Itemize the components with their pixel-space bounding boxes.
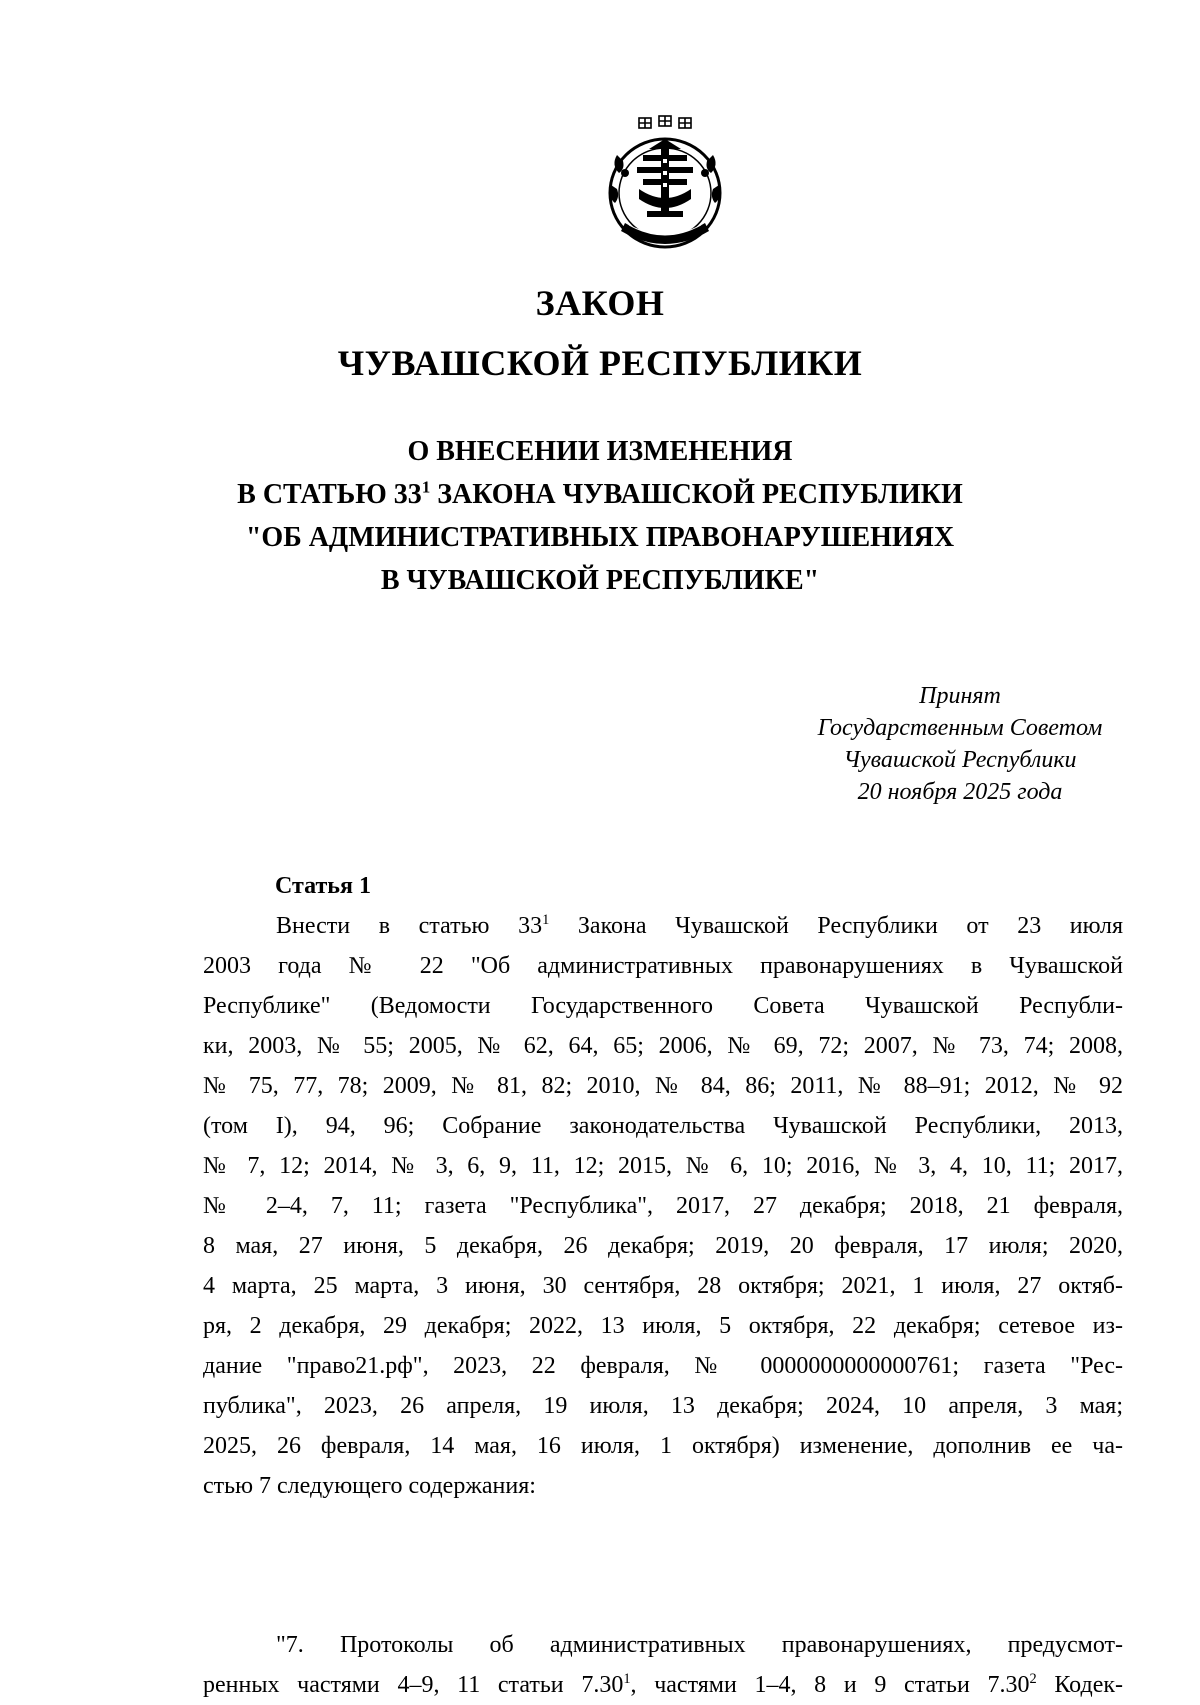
adoption-date: 20 ноября 2025 года xyxy=(857,779,1063,805)
adoption-line-3: Чувашской Республики xyxy=(843,747,1077,773)
subject-line-1: О ВНЕСЕНИИ ИЗМЕНЕНИЯ xyxy=(407,436,793,467)
adoption-line-2: Государственным Советом xyxy=(817,715,1103,741)
subject-line-3: "ОБ АДМИНИСТРАТИВНЫХ ПРАВОНАРУШЕНИЯХ xyxy=(245,522,955,553)
text-line: ки, 2003, № 55; 2005, № 62, 64, 65; 2006, № 69, 72; 2007, № 73, 74; 2008, xyxy=(203,1033,1123,1059)
text-line: ря, 2 декабря, 29 декабря; 2022, 13 июля, 5 октября, 22 декабря; сетевое из- xyxy=(203,1313,1123,1339)
text-line: 2003 года № 22 "Об административных правонарушениях в Чувашской xyxy=(203,953,1123,979)
article-heading: Статья 1 xyxy=(275,873,371,899)
text-line: № 7, 12; 2014, № 3, 6, 9, 11, 12; 2015, № 6, 10; 2016, № 3, 4, 10, 11; 2017, xyxy=(203,1153,1123,1179)
text-line: Республике" (Ведомости Государственного Совета Чувашской Республи- xyxy=(203,993,1123,1019)
text-line: дание "право21.рф", 2023, 22 февраля, № 0000000000000761; газета "Рес- xyxy=(203,1353,1123,1379)
text-line: 2025, 26 февраля, 14 мая, 16 июля, 1 октября) изменение, дополнив ее ча- xyxy=(203,1433,1123,1459)
adoption-line-1: Принят xyxy=(919,683,1001,709)
text-line: 4 марта, 25 марта, 3 июня, 30 сентября, 28 октября; 2021, 1 июля, 27 октяб- xyxy=(203,1273,1123,1299)
text-line: 8 мая, 27 июня, 5 декабря, 26 декабря; 2019, 20 февраля, 17 июля; 2020, xyxy=(203,1233,1123,1259)
text-line: ренных частями 4–9, 11 статьи 7.30$^1$, частями 1–4, 8 и 9 статьи 7.30$^2$ Кодек- xyxy=(203,1671,1124,1698)
subject-line-2: В СТАТЬЮ $33^1$ ЗАКОНА ЧУВАШСКОЙ РЕСПУБЛИКИ xyxy=(237,477,963,510)
article-paragraph-1 xyxy=(203,906,1123,1506)
text-line: "7. Протоколы об административных правонарушениях, предусмот- xyxy=(276,1632,1123,1658)
document-title-law: ЗАКОН xyxy=(535,283,665,323)
document-title-republic: ЧУВАШСКОЙ РЕСПУБЛИКИ xyxy=(337,343,863,383)
text-line: № 75, 77, 78; 2009, № 81, 82; 2010, № 84, 86; 2011, № 88–91; 2012, № 92 xyxy=(203,1073,1123,1099)
text-line: Внести в статью $33^1$ Закона Чувашской Республики от 23 июля xyxy=(276,912,1123,939)
chuvash-emblem-icon xyxy=(603,115,727,251)
law-subject-heading xyxy=(0,430,1200,602)
adoption-note xyxy=(800,680,1120,808)
text-line: публика", 2023, 26 апреля, 19 июля, 13 декабря; 2024, 10 апреля, 3 мая; xyxy=(203,1393,1123,1419)
text-line: № 2–4, 7, 11; газета "Республика", 2017, 27 декабря; 2018, 21 февраля, xyxy=(203,1193,1123,1219)
text-line: стью 7 следующего содержания: xyxy=(203,1473,536,1499)
subject-line-4: В ЧУВАШСКОЙ РЕСПУБЛИКЕ" xyxy=(380,565,820,596)
text-line: (том I), 94, 96; Собрание законодательства Чувашской Республики, 2013, xyxy=(203,1113,1123,1139)
article-paragraph-2 xyxy=(203,1625,1123,1705)
